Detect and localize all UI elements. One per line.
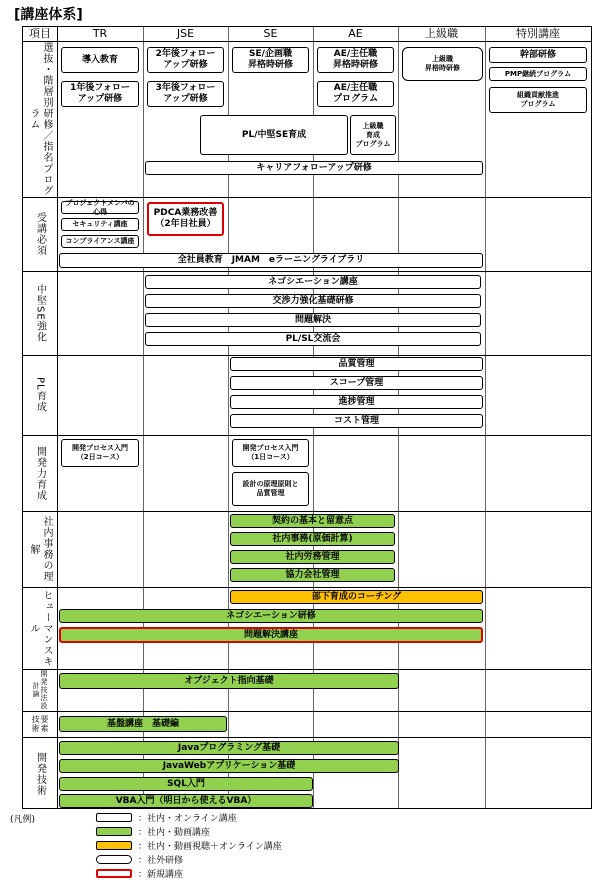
row-divider bbox=[23, 669, 591, 670]
category-required: 受講必須 bbox=[34, 212, 46, 256]
header-tr: TR bbox=[92, 27, 108, 40]
legend-item: ：社外研修 bbox=[96, 854, 183, 865]
course-box-video[interactable]: Javaプログラミング基礎 bbox=[59, 741, 399, 755]
category-selection: 選抜・階層別研修／指名プログラム bbox=[28, 42, 52, 196]
category-dev-method: 開発技法設計論 bbox=[32, 670, 48, 710]
course-box[interactable]: 問題解決 bbox=[145, 313, 481, 327]
col-divider bbox=[143, 27, 144, 808]
course-box[interactable]: 組織貢献推進 プログラム bbox=[489, 87, 587, 113]
row-divider bbox=[23, 271, 591, 272]
header-ae: AE bbox=[348, 27, 363, 40]
course-box[interactable]: 1年後フォロー アップ研修 bbox=[61, 81, 139, 107]
course-box[interactable]: SE/企画職 昇格時研修 bbox=[232, 47, 309, 73]
legend-swatch bbox=[96, 827, 132, 836]
course-box-video[interactable]: SQL入門 bbox=[59, 777, 313, 791]
course-box-video[interactable]: JavaWebアプリケーション基礎 bbox=[59, 759, 399, 773]
course-box-new-video[interactable]: 問題解決講座 bbox=[59, 627, 483, 643]
row-divider bbox=[23, 435, 591, 436]
row-divider bbox=[23, 355, 591, 356]
course-box[interactable]: PL/SL交流会 bbox=[145, 332, 481, 346]
category-office-affairs: 社内事務の理解 bbox=[28, 516, 52, 582]
course-box[interactable]: コンプライアンス講座 bbox=[61, 235, 139, 248]
course-box-video[interactable]: 社内事務(原価計算) bbox=[230, 532, 395, 546]
row-divider bbox=[23, 587, 591, 588]
category-dev-tech: 開発技術 bbox=[34, 751, 46, 796]
course-box[interactable]: キャリアフォローアップ研修 bbox=[145, 161, 483, 175]
header-se: SE bbox=[263, 27, 278, 40]
course-box-video[interactable]: 契約の基本と留意点 bbox=[230, 514, 395, 528]
header-jse: JSE bbox=[176, 27, 195, 40]
course-box[interactable]: 設計の原理原則と 品質管理 bbox=[232, 472, 309, 506]
course-box[interactable]: 幹部研修 bbox=[489, 47, 587, 63]
legend-item: ：社内・オンライン講座 bbox=[96, 812, 237, 823]
header-special: 特別講座 bbox=[516, 27, 560, 40]
header-item: 項目 bbox=[29, 27, 51, 40]
legend-item: ：社内・動画視聴＋オンライン講座 bbox=[96, 840, 282, 851]
category-element-tech: 要素技術 bbox=[31, 715, 49, 733]
course-box[interactable]: 進捗管理 bbox=[230, 395, 483, 409]
course-box[interactable]: 全社員教育 JMAM eラーニングライブラリ bbox=[59, 253, 483, 268]
page-title: [講座体系] bbox=[14, 7, 83, 23]
header-senior: 上級職 bbox=[425, 27, 458, 40]
legend-item: ：新規講座 bbox=[96, 868, 183, 879]
col-divider bbox=[485, 27, 486, 808]
course-box[interactable]: AE/主任職 プログラム bbox=[317, 81, 394, 107]
course-box[interactable]: 導入教育 bbox=[61, 47, 139, 73]
col-divider bbox=[57, 27, 58, 808]
legend-item: ：社内・動画講座 bbox=[96, 826, 210, 837]
legend-title: (凡例) bbox=[10, 815, 36, 825]
legend-swatch bbox=[96, 869, 132, 878]
course-box-video[interactable]: ネゴシエーション研修 bbox=[59, 609, 483, 623]
course-box[interactable]: 3年後フォロー アップ研修 bbox=[147, 81, 224, 107]
course-box-video[interactable]: オブジェクト指向基礎 bbox=[59, 673, 399, 689]
course-box[interactable]: 2年後フォロー アップ研修 bbox=[147, 47, 224, 73]
course-box-video[interactable]: VBA入門（明日から使えるVBA） bbox=[59, 794, 313, 808]
course-box[interactable]: 開発プロセス入門 （1日コース） bbox=[232, 439, 309, 467]
legend-swatch bbox=[96, 841, 132, 850]
course-box[interactable]: コスト管理 bbox=[230, 414, 483, 428]
course-box-video[interactable]: 基盤講座 基礎編 bbox=[59, 716, 227, 732]
category-human-skill: ヒューマンスキル bbox=[28, 589, 52, 667]
legend-swatch bbox=[96, 813, 132, 822]
course-box[interactable]: 上級職 昇格時研修 bbox=[402, 47, 483, 81]
course-box[interactable]: ネゴシエーション講座 bbox=[145, 275, 481, 289]
course-box-new[interactable]: PDCA業務改善 （2年目社員） bbox=[147, 202, 224, 236]
course-box-video[interactable]: 社内労務管理 bbox=[230, 550, 395, 564]
legend-swatch bbox=[96, 855, 132, 864]
course-box[interactable]: 上級職 育成 プログラム bbox=[350, 115, 396, 155]
course-box[interactable]: 開発プロセス入門 （2日コース） bbox=[61, 439, 139, 467]
course-box-hybrid[interactable]: 部下育成のコーチング bbox=[230, 590, 483, 604]
course-box[interactable]: AE/主任職 昇格時研修 bbox=[317, 47, 394, 73]
row-divider bbox=[23, 711, 591, 712]
course-box[interactable]: セキュリティ講座 bbox=[61, 218, 139, 231]
course-box[interactable]: PL/中堅SE育成 bbox=[200, 115, 348, 155]
course-box[interactable]: プロジェクトメンバの心得 bbox=[61, 201, 139, 214]
course-box[interactable]: 交渉力強化基礎研修 bbox=[145, 294, 481, 308]
course-box[interactable]: PMP継続プログラム bbox=[489, 67, 587, 81]
course-box-video[interactable]: 協力会社管理 bbox=[230, 568, 395, 582]
course-box[interactable]: スコープ管理 bbox=[230, 376, 483, 390]
course-matrix bbox=[22, 26, 592, 809]
row-divider bbox=[23, 737, 591, 738]
category-dev-capability: 開発力育成 bbox=[34, 445, 46, 501]
category-midlevel-se: 中堅SE強化 bbox=[34, 283, 46, 343]
row-divider bbox=[23, 511, 591, 512]
row-divider bbox=[23, 41, 591, 42]
category-pl: PL育成 bbox=[34, 377, 46, 413]
course-box[interactable]: 品質管理 bbox=[230, 357, 483, 371]
